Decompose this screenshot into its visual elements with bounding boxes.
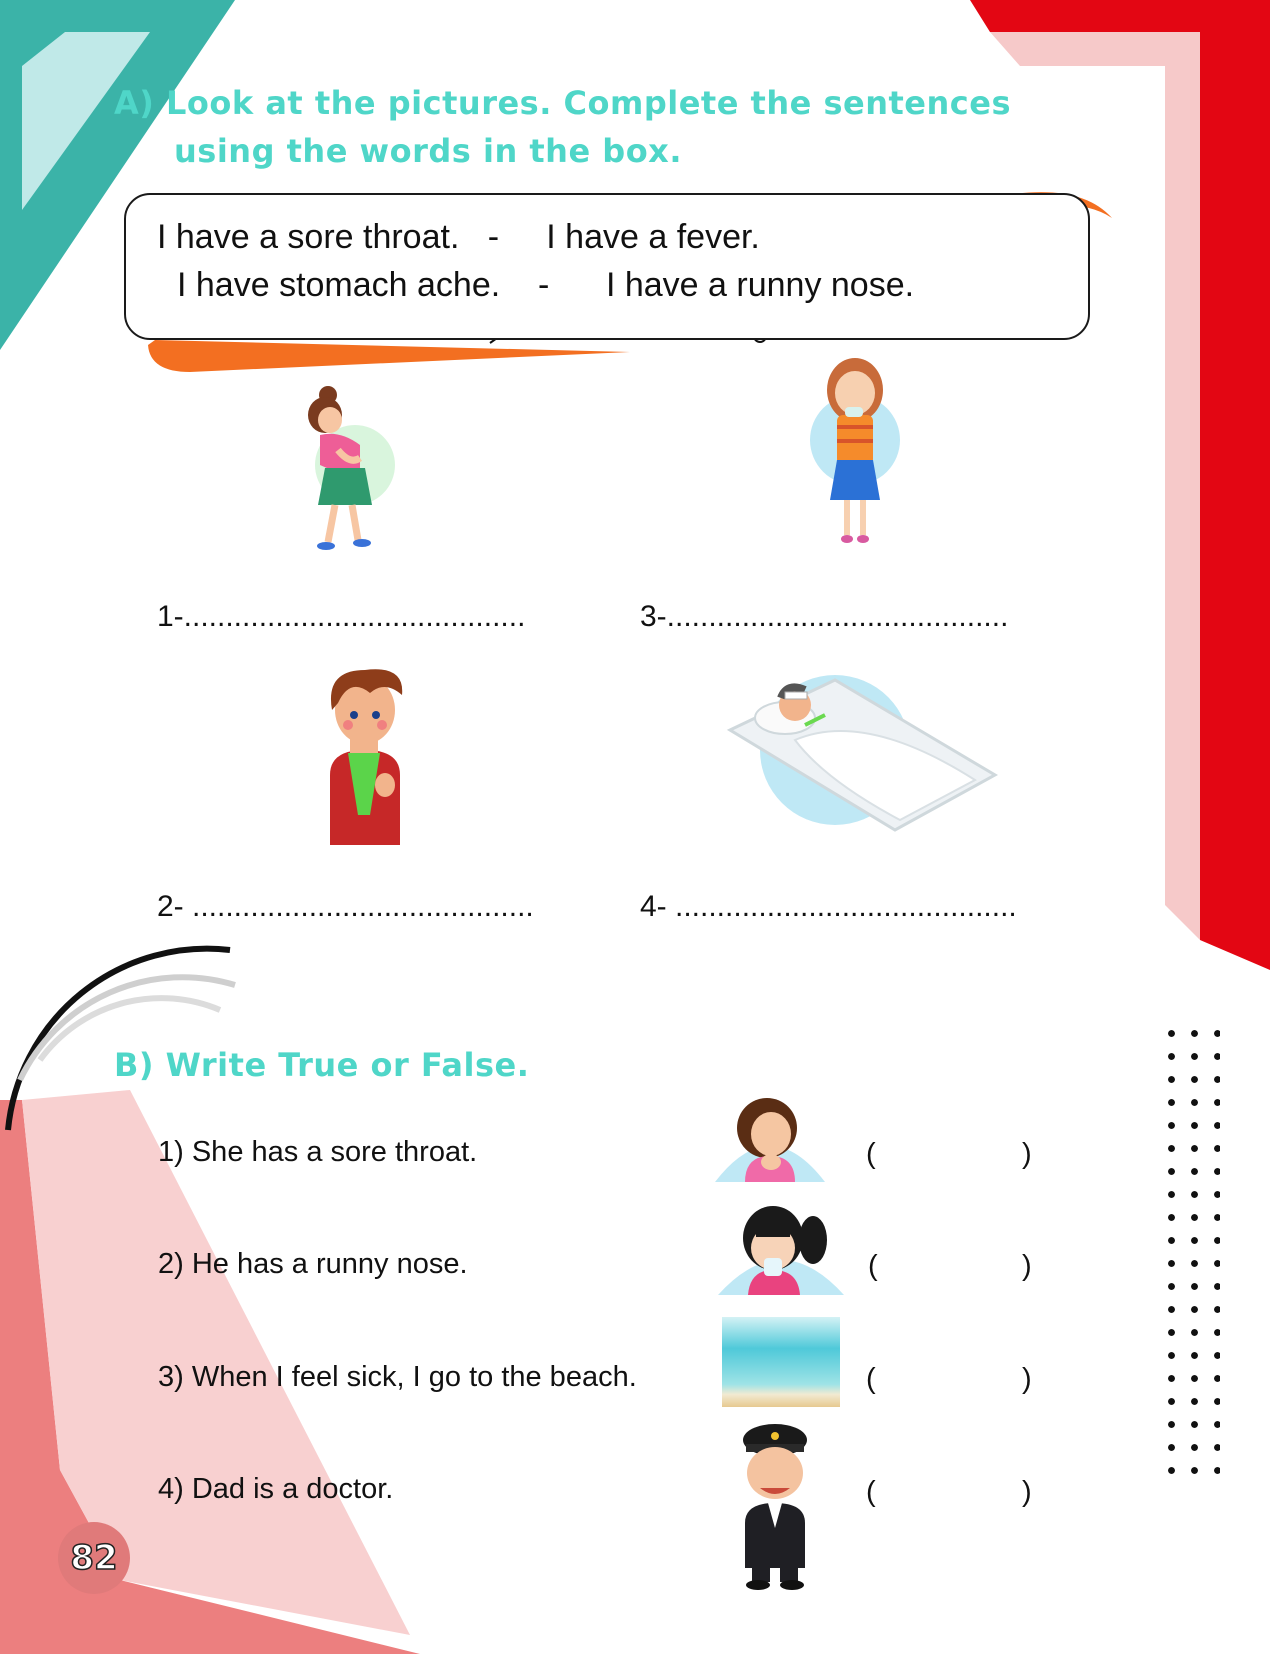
answer-paren-close-1[interactable]: ) — [1022, 1138, 1032, 1170]
answer-paren-open-2[interactable]: ( — [868, 1250, 878, 1282]
dot-pattern — [1160, 1022, 1220, 1482]
stomach-ache-girl-image — [280, 380, 400, 555]
answer-paren-close-3[interactable]: ) — [1022, 1363, 1032, 1395]
answer-line-4[interactable]: 4- ......................................... — [640, 890, 1017, 923]
answer-line-1[interactable]: 1-......................................... — [157, 600, 526, 633]
section-b-heading: B) Write True or False. — [114, 1046, 530, 1084]
answer-line-2[interactable]: 2- ......................................... — [157, 890, 534, 923]
word-box-line-2: I have stomach ache. - I have a runny nose. — [177, 266, 915, 304]
beach-image — [722, 1317, 840, 1407]
statement-3: 3) When I feel sick, I go to the beach. — [158, 1361, 637, 1393]
fever-bed-image — [725, 670, 1000, 850]
answer-paren-open-3[interactable]: ( — [866, 1363, 876, 1395]
section-a-heading-line2: using the words in the box. — [174, 132, 682, 170]
sore-throat-girl-image — [715, 1090, 825, 1182]
section-a-heading: A) Look at the pictures. Complete the sentences — [114, 84, 1011, 122]
answer-paren-close-4[interactable]: ) — [1022, 1476, 1032, 1508]
statement-4: 4) Dad is a doctor. — [158, 1473, 394, 1505]
answer-paren-close-2[interactable]: ) — [1022, 1250, 1032, 1282]
runny-nose-girl-small-image — [718, 1200, 844, 1295]
answer-paren-open-4[interactable]: ( — [866, 1476, 876, 1508]
word-box-line-1: I have a sore throat. - I have a fever. — [157, 218, 760, 256]
answer-line-3[interactable]: 3-......................................... — [640, 600, 1009, 633]
page-number: 82 — [58, 1522, 130, 1594]
sore-throat-boy-image — [310, 665, 420, 850]
answer-paren-open-1[interactable]: ( — [866, 1138, 876, 1170]
statement-1: 1) She has a sore throat. — [158, 1136, 478, 1168]
pilot-image — [730, 1418, 820, 1590]
statement-2: 2) He has a runny nose. — [158, 1248, 468, 1280]
runny-nose-girl-image — [805, 355, 915, 550]
